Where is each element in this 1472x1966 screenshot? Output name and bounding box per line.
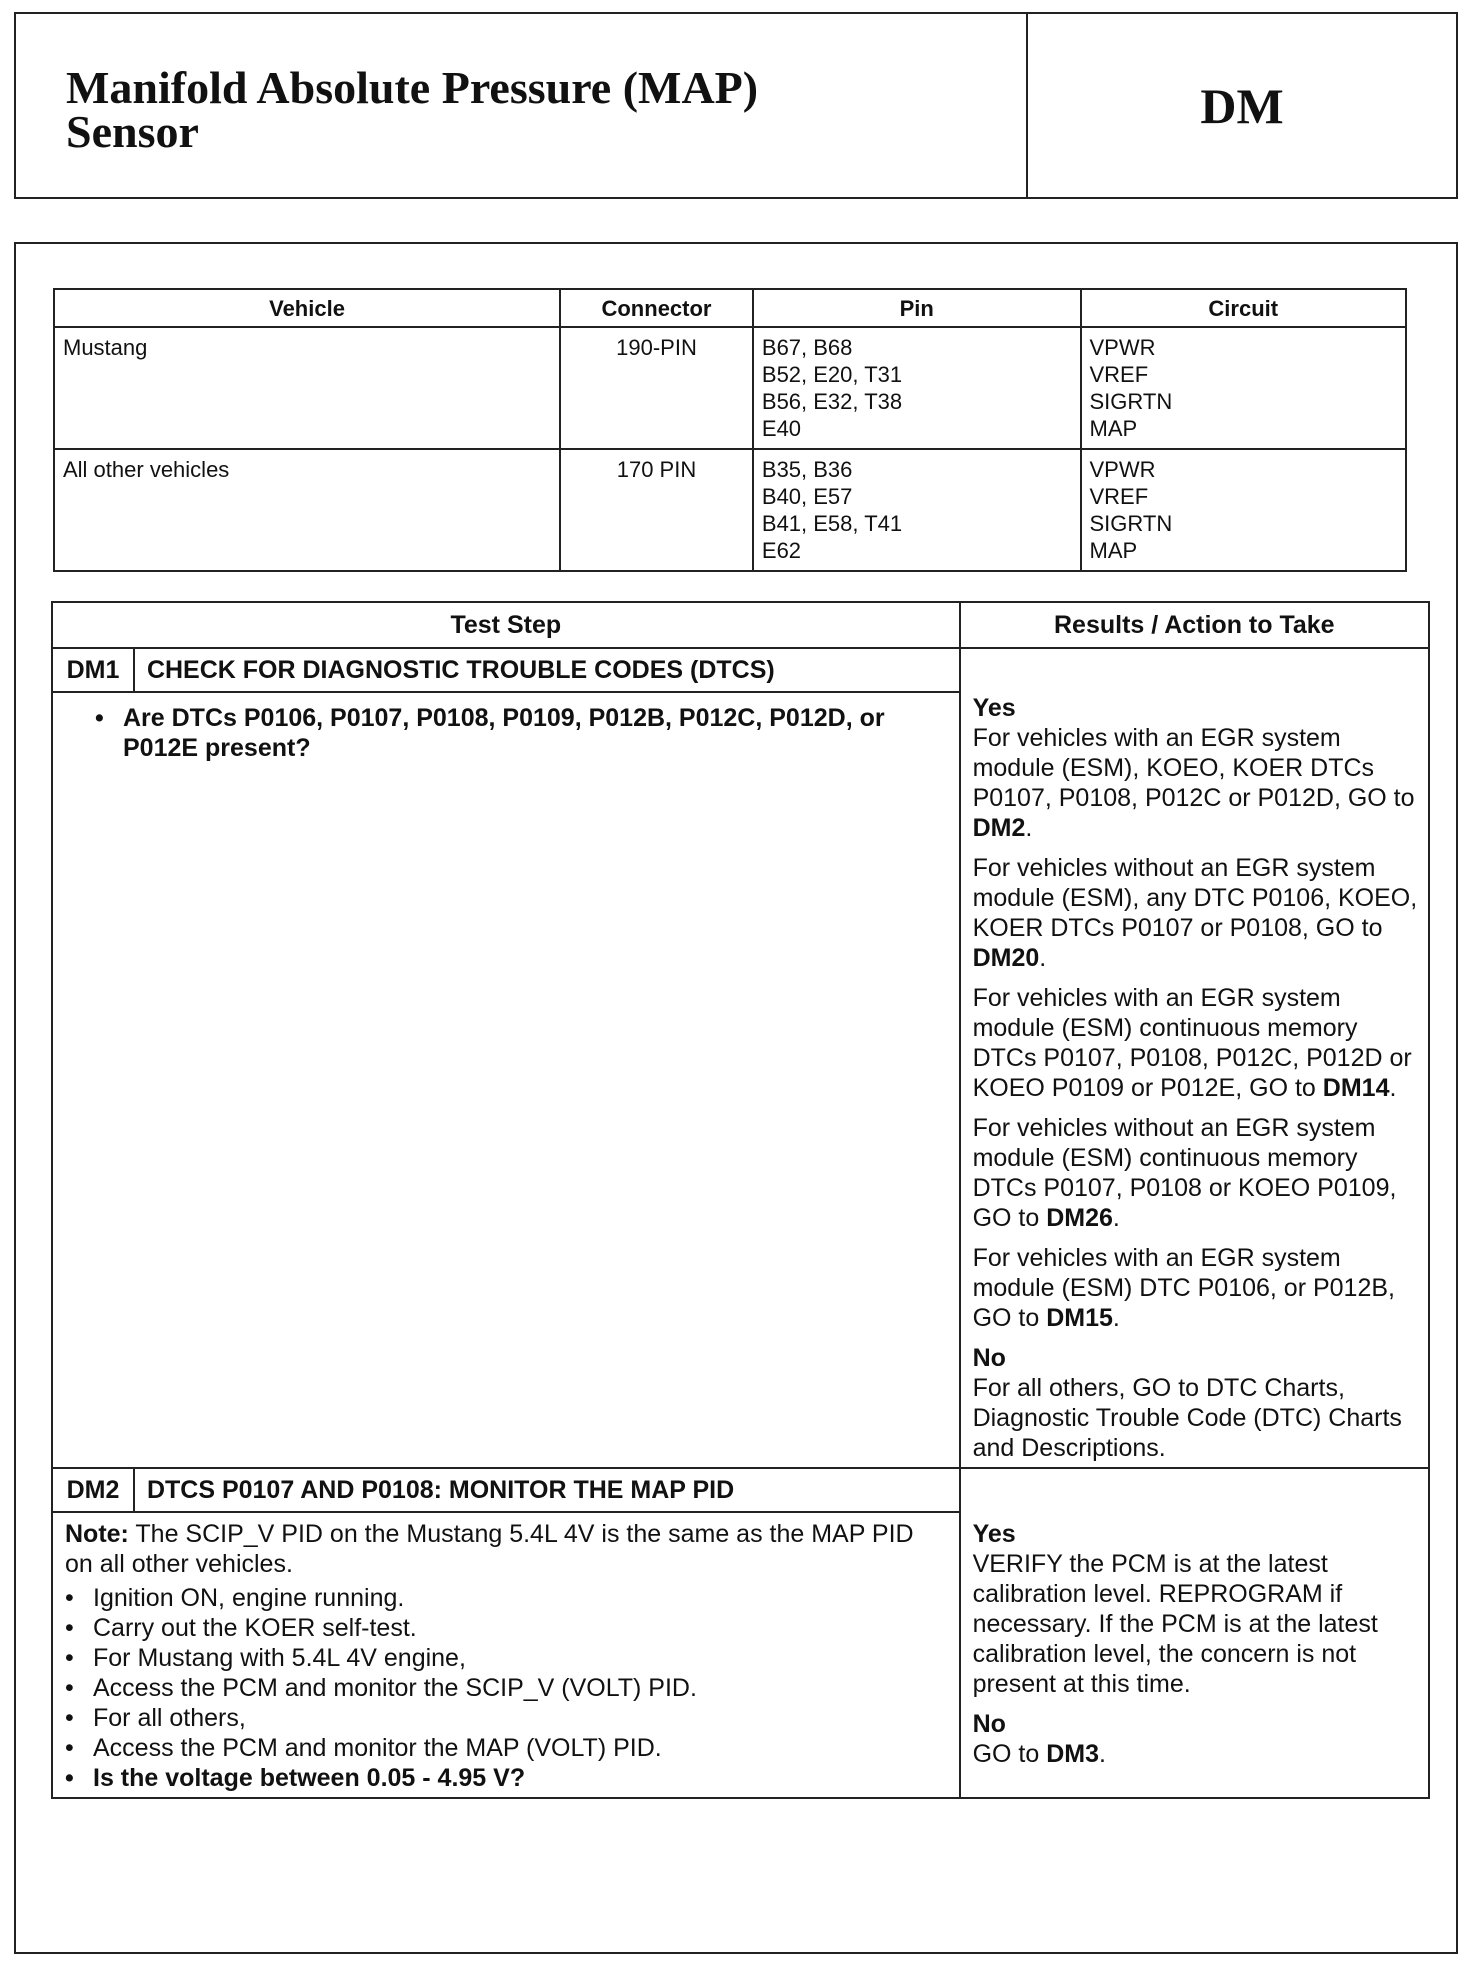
title-box [14, 12, 1458, 199]
test-step-table [51, 601, 1430, 1799]
result-text: For vehicles without an EGR system module (ESM) continuous memory DTCs P0107, P0108 or KOEO P0109, GO to [972, 1114, 1397, 1232]
step-id: DM1 [52, 648, 134, 692]
result-item: For vehicles with an EGR system module (ESM) continuous memory DTCs P0107, P0108, P012C, P012D or KOEO P0109 or P012E, GO to DM14. [972, 984, 1412, 1102]
circuit-value: VPWR [1089, 457, 1156, 482]
result-text: For vehicles with an EGR system module (ESM) DTC P0106, or P012B, GO to [972, 1244, 1395, 1332]
goto-step-link[interactable]: DM14 [1322, 1074, 1390, 1102]
step-results [960, 648, 1429, 1468]
vehicle-cell: All other vehicles [54, 449, 560, 571]
step-note [65, 1519, 947, 1579]
step-bullet: • For all others, [65, 1703, 947, 1733]
header-circuit: Circuit [1081, 289, 1407, 327]
goto-step-link[interactable]: DM2 [972, 814, 1026, 842]
section-code: DM [1200, 77, 1284, 134]
step-title-row [52, 648, 1429, 692]
main-content [14, 242, 1458, 1954]
step-title-row [52, 1468, 1429, 1512]
no-label: No [972, 1344, 1006, 1372]
circuit-value: SIGRTN [1089, 511, 1173, 536]
pin-value: B41, E58, T41 [761, 511, 903, 536]
circuit-value: VREF [1089, 362, 1149, 387]
pin-value: B67, B68 [761, 335, 853, 360]
circuit-value: MAP [1089, 538, 1138, 563]
connector-table-header [54, 289, 1406, 327]
title-cell [16, 14, 1028, 197]
circuit-cell [1081, 449, 1407, 571]
table-row [54, 449, 1406, 571]
step-bullet: • Access the PCM and monitor the MAP (VOLT) PID. [65, 1733, 947, 1763]
step-bullets [65, 1583, 947, 1793]
goto-step-link[interactable]: DM20 [972, 944, 1040, 972]
connector-cell: 190-PIN [560, 327, 753, 449]
pin-value: B35, B36 [761, 457, 853, 482]
connector-cell: 170 PIN [560, 449, 753, 571]
result-item: For vehicles without an EGR system module (ESM), any DTC P0106, KOEO, KOER DTCs P0107 or P0108, GO to DM20. [972, 854, 1418, 972]
test-table-header [52, 602, 1429, 648]
yes-label: Yes [972, 1520, 1016, 1548]
pin-value: B56, E32, T38 [761, 389, 903, 414]
circuit-value: MAP [1089, 416, 1138, 441]
note-text: The SCIP_V PID on the Mustang 5.4L 4V is the same as the MAP PID on all other vehicles. [65, 1520, 914, 1578]
circuit-value: VREF [1089, 484, 1149, 509]
result-text: For vehicles without an EGR system module (ESM), any DTC P0106, KOEO, KOER DTCs P0107 or P0108, GO to [972, 854, 1418, 942]
header-results: Results / Action to Take [960, 602, 1429, 648]
pin-value: E62 [761, 538, 802, 563]
yes-result-text: VERIFY the PCM is at the latest calibration level. REPROGRAM if necessary. If the PCM is at the latest calibration level, the concern is not present at this time. [972, 1550, 1378, 1698]
step-question: • Are DTCs P0106, P0107, P0108, P0109, P012B, P012C, P012D, or P012E present? [95, 703, 947, 763]
step-body [52, 1512, 960, 1798]
no-result-text: For all others, GO to DTC Charts, Diagnostic Trouble Code (DTC) Charts and Descriptions. [972, 1374, 1402, 1462]
step-bullets [65, 703, 947, 763]
step-bullet: • For Mustang with 5.4L 4V engine, [65, 1643, 947, 1673]
result-item: For vehicles without an EGR system module (ESM) continuous memory DTCs P0107, P0108 or KOEO P0109, GO to DM26. [972, 1114, 1397, 1232]
result-text: For vehicles with an EGR system module (ESM) continuous memory DTCs P0107, P0108, P012C, P012D or KOEO P0109 or P012E, GO to [972, 984, 1412, 1102]
page-title [66, 62, 759, 157]
circuit-value: VPWR [1089, 335, 1156, 360]
step-results [960, 1468, 1429, 1798]
goto-step-link[interactable]: DM26 [1046, 1204, 1113, 1232]
pin-cell [753, 449, 1081, 571]
goto-step-link[interactable]: DM15 [1046, 1304, 1113, 1332]
step-title: CHECK FOR DIAGNOSTIC TROUBLE CODES (DTCS) [134, 648, 960, 692]
page-title-line1: Manifold Absolute Pressure (MAP) [66, 62, 759, 113]
note-label: Note: [65, 1520, 129, 1548]
header-connector: Connector [560, 289, 753, 327]
circuit-cell [1081, 327, 1407, 449]
no-result-text: GO to [972, 1740, 1040, 1768]
header-pin: Pin [753, 289, 1081, 327]
result-text: For vehicles with an EGR system module (ESM), KOEO, KOER DTCs P0107, P0108, P012C or P012D, GO to [972, 724, 1415, 812]
vehicle-cell: Mustang [54, 327, 560, 449]
page-title-line2: Sensor [66, 106, 199, 157]
step-bullet: • Access the PCM and monitor the SCIP_V (VOLT) PID. [65, 1673, 947, 1703]
result-item: For vehicles with an EGR system module (ESM) DTC P0106, or P012B, GO to DM15. [972, 1244, 1395, 1332]
table-row [54, 327, 1406, 449]
result-item: For vehicles with an EGR system module (ESM), KOEO, KOER DTCs P0107, P0108, P012C or P012D, GO to DM2. [972, 724, 1415, 842]
no-result: GO to DM3. [972, 1740, 1106, 1768]
goto-step-link[interactable]: DM3 [1046, 1740, 1100, 1768]
step-bullet: • Ignition ON, engine running. [65, 1583, 947, 1613]
connector-table [53, 288, 1407, 572]
pin-value: E40 [761, 416, 802, 441]
step-id: DM2 [52, 1468, 134, 1512]
pin-value: B52, E20, T31 [761, 362, 903, 387]
no-label: No [972, 1710, 1006, 1738]
yes-label: Yes [972, 694, 1016, 722]
step-question: • Is the voltage between 0.05 - 4.95 V? [65, 1763, 947, 1793]
step-bullet: • Carry out the KOER self-test. [65, 1613, 947, 1643]
step-title: DTCS P0107 AND P0108: MONITOR THE MAP PID [134, 1468, 960, 1512]
circuit-value: SIGRTN [1089, 389, 1173, 414]
pin-cell [753, 327, 1081, 449]
header-vehicle: Vehicle [54, 289, 560, 327]
step-body [52, 692, 960, 1468]
header-test-step: Test Step [52, 602, 960, 648]
pin-value: B40, E57 [761, 484, 853, 509]
